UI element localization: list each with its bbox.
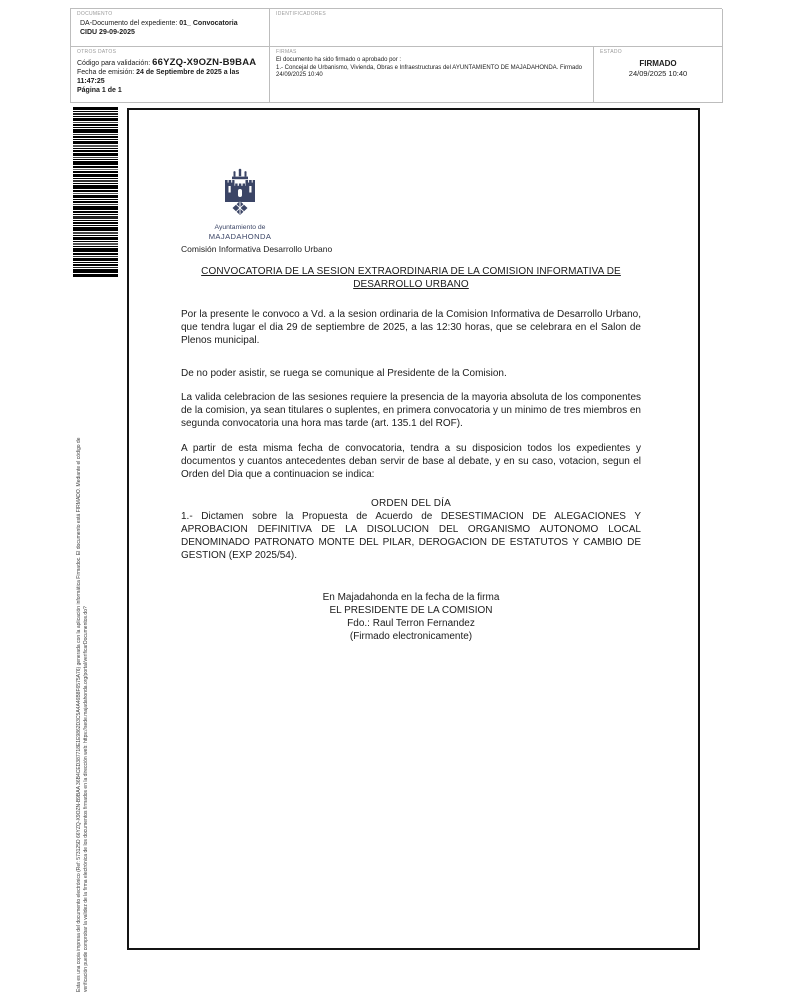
firmas-label: FIRMAS bbox=[276, 49, 297, 55]
fecha-emision-value: 24 de Septiembre de 2025 a las 11:47:25 bbox=[77, 69, 240, 85]
paragraph-valida-celebracion: La valida celebracion de las sesiones requiere la presencia de la mayoria absoluta de los componentes de la comision, ya sean titulares o suplentes, en primera convocatoria y un minimo de tres miembros en segunda convocatoria una hora mas tarde (art. 135.1 del ROF). bbox=[181, 392, 641, 429]
estado-datetime: 24/09/2025 10:40 bbox=[628, 69, 688, 78]
firmadoc-header bbox=[70, 8, 722, 103]
signature-electronic-line: (Firmado electronicamente) bbox=[349, 631, 473, 642]
majadahonda-crest-icon bbox=[218, 168, 262, 216]
signature-role-line: EL PRESIDENTE DE LA COMISION bbox=[329, 605, 493, 616]
fecha-emision-row bbox=[77, 68, 263, 86]
barcode bbox=[73, 107, 118, 279]
header-cell-documento bbox=[71, 9, 270, 47]
identificadores-label: IDENTIFICADORES bbox=[276, 11, 327, 17]
pagina-indicator: Página 1 de 1 bbox=[77, 87, 122, 94]
header-cell-identificadores bbox=[270, 9, 723, 47]
documento-prefix: DA-Documento del expediente: bbox=[80, 20, 180, 27]
header-cell-otros-datos bbox=[71, 47, 270, 103]
logo-org-name: Ayuntamiento de bbox=[214, 224, 266, 231]
fecha-label: Fecha de emisión: bbox=[77, 69, 137, 76]
document-title: CONVOCATORIA DE LA SESION EXTRAORDINARIA DE LA COMISION INFORMATIVA DE DESARROLLO URBANO bbox=[201, 266, 621, 290]
logo-city-name: MAJADAHONDA bbox=[208, 232, 272, 241]
side-note-line1: Esta es una copia impresa del documento electrónico (Ref: 573125D 66YZQ-X9OZN-B9BAA 36B4CED387718E1E9862D3C5A4A46B8F6575A76) generada con la aplicación informática Firmadoc. El documento está FIRMADO. Mediante el código de bbox=[76, 437, 82, 992]
paragraph-expedientes: A partir de esta misma fecha de convocatoria, tendra a su disposicion todos los expedientes y documentos y cuantos antecedentes deban servir de base al debate, y en su caso, votacion, segun el Orden del Dia que a continuacion se indica: bbox=[181, 443, 641, 480]
documento-name: 01_ Convocatoria bbox=[179, 20, 238, 27]
codigo-validacion-row bbox=[77, 58, 263, 68]
estado-label: ESTADO bbox=[600, 49, 622, 55]
orden-item-1: 1.- Dictamen sobre la Propuesta de Acuerdo de DESESTIMACION DE ALEGACIONES Y APROBACION DEFINITIVA DE LA DISOLUCION DEL ORGANISMO AUTONOMO LOCAL DENOMINADO PATRONATO MONTE DEL PILAR, DEROGACION DE ESTATUTOS Y CAMBIO DE GESTION (EXP 2025/54). bbox=[181, 511, 641, 561]
header-cell-firmas bbox=[270, 47, 594, 103]
documento-line2: CIDU 29-09-2025 bbox=[80, 29, 135, 36]
otros-datos-label: OTROS DATOS bbox=[77, 49, 117, 55]
paragraph-convocatoria: Por la presente le convoco a Vd. a la sesion ordinaria de la Comision Informativa de Desarrollo Urbano, que tendra lugar el dia 29 de septiembre de 2025, a las 12:30 horas, que se celebrara en el Salon de Plenos municipal. bbox=[181, 309, 641, 346]
documento-label: DOCUMENTO bbox=[77, 11, 113, 17]
side-note-line2: verificación puede comprobar la validez de la firma electrónica de los documentos firmados en la dirección web: https://sede.majadahonda.org/portal/verificarDocumentos.do? bbox=[82, 606, 89, 992]
signature-name-line: Fdo.: Raul Terron Fernandez bbox=[347, 618, 475, 629]
header-cell-estado bbox=[594, 47, 723, 103]
department-line: Comisión Informativa Desarrollo Urbano bbox=[181, 244, 333, 254]
firmas-line2: 1.- Concejal de Urbanismo, Vivienda, Obras e Infraestructuras del AYUNTAMIENTO DE MAJADAHONDA. Firmado 24/09/2025 10:40 bbox=[276, 64, 582, 78]
orden-del-dia-heading: ORDEN DEL DÍA bbox=[370, 498, 452, 509]
codigo-label: Código para validación: bbox=[77, 60, 153, 67]
codigo-validacion-value: 66YZQ-X9OZN-B9BAA bbox=[152, 57, 257, 68]
barcode-icon bbox=[73, 107, 118, 279]
document-page bbox=[127, 108, 700, 950]
paragraph-no-asistir: De no poder asistir, se ruega se comunique al Presidente de la Comision. bbox=[181, 368, 507, 379]
firmas-line1: El documento ha sido firmado o aprobado por : bbox=[276, 57, 402, 63]
ayuntamiento-logo bbox=[193, 168, 287, 241]
documento-line1 bbox=[77, 19, 263, 28]
document-body bbox=[181, 266, 641, 643]
verification-side-note bbox=[76, 290, 90, 992]
estado-value: FIRMADO bbox=[639, 59, 677, 68]
signature-place-line: En Majadahonda en la fecha de la firma bbox=[322, 592, 500, 603]
